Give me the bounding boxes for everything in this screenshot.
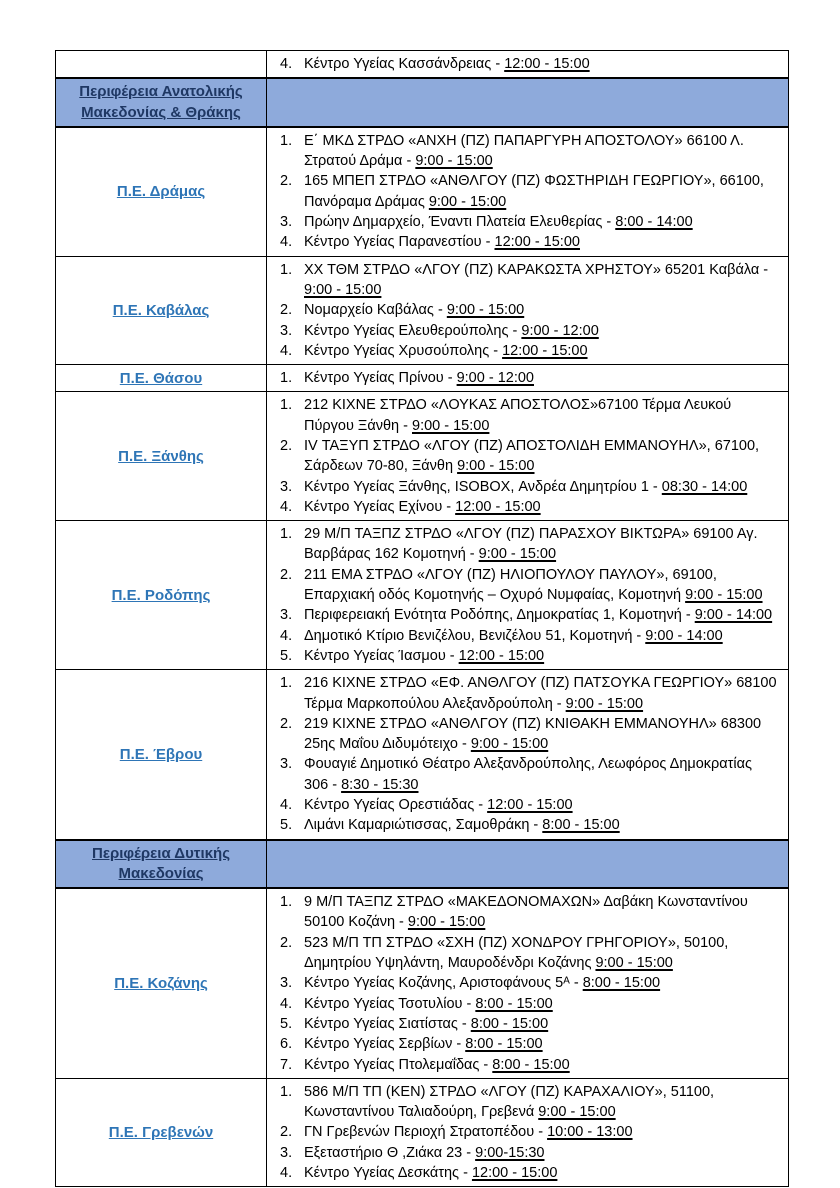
item-time: 8:00 - 15:00: [582, 975, 661, 992]
item-time: 9:00 - 15:00: [304, 281, 382, 298]
items-cell: [267, 256, 789, 364]
item-number: 6.: [280, 1036, 293, 1053]
list-item: 1. Ε΄ ΜΚΔ ΣΤΡΔΟ «ΑΝΧΗ (ΠΖ) ΠΑΠΑΡΓΥΡΗ ΑΠΟΣΤΟΛΟΥ» 66100 Λ. Στρατού Δράμα - 9:00 - 15:00: [280, 132, 744, 170]
item-location: 219 ΚΙΧΝΕ ΣΤΡΔΟ «ΑΝΘΛΓΟΥ (ΠΖ) ΚΝΙΘΑΚΗ ΕΜΜΑΝΟΥΗΛ» 68300 25ης Μαΐου Διδυμότειχο: [304, 715, 762, 753]
item-number: 5.: [280, 647, 293, 664]
region-row: [56, 365, 789, 392]
list-item: 3. Φουαγιέ Δημοτικό Θέατρο Αλεξανδρούπολης, Λεωφόρος Δημοκρατίας 306 - 8:30 - 15:30: [280, 756, 752, 793]
list-item: 5. Κέντρο Υγείας Ίασμου - 12:00 - 15:00: [267, 646, 780, 666]
list-item: 3. Εξεταστήριο Θ ,Ζιάκα 23 - 9:00-15:30: [267, 1143, 780, 1163]
item-time: 9:00 - 15:00: [478, 546, 557, 563]
list-item: [267, 171, 780, 212]
region-cell: [56, 256, 267, 364]
item-time: 12:00 - 15:00: [494, 234, 580, 251]
item-time: 8:00 - 15:00: [492, 1056, 570, 1073]
item-location: Κέντρο Υγείας Ελευθερούπολης: [304, 322, 509, 339]
list-item: 3. Πρώην Δημαρχείο, Έναντι Πλατεία Ελευθερίας - 8:00 - 14:00: [267, 212, 780, 232]
item-time: 8:00 - 15:00: [542, 817, 620, 834]
item-time: 08:30 - 14:00: [661, 478, 748, 495]
list-item: 1. 9 Μ/Π ΤΑΞΠΖ ΣΤΡΔΟ «ΜΑΚΕΔΟΝΟΜΑΧΩΝ» Δαβάκη Κωνσταντίνου 50100 Κοζάνη - 9:00 - 15:00: [280, 894, 748, 931]
item-time: 9:00 - 15:00: [412, 417, 490, 434]
section-header-row: [56, 78, 789, 127]
list-item: 6. Κέντρο Υγείας Σερβίων - 8:00 - 15:00: [267, 1034, 780, 1054]
item-time: 9:00 - 15:00: [538, 1104, 616, 1121]
item-time: 9:00 - 15:00: [457, 458, 535, 475]
item-number: 1.: [280, 526, 293, 543]
item-number: 1.: [280, 261, 293, 278]
item-number: 2.: [280, 438, 293, 454]
region-row: [56, 51, 789, 79]
list-item: 3. Περιφερειακή Ενότητα Ροδόπης, Δημοκρατίας 1, Κομοτηνή - 9:00 - 14:00: [267, 605, 780, 625]
region-cell: [56, 888, 267, 1078]
item-location: Κέντρο Υγείας Χρυσούπολης: [304, 342, 490, 359]
item-number: 2.: [280, 302, 293, 319]
item-number: 3.: [280, 607, 293, 624]
item-number: 4.: [280, 797, 293, 814]
list-item: 1. 29 Μ/Π ΤΑΞΠΖ ΣΤΡΔΟ «ΛΓΟΥ (ΠΖ) ΠΑΡΑΣΧΟΥ ΒΙΚΤΩΡΑ» 69100 Αγ. Βαρβάρας 162 Κομοτηνή - 9:00 - 15:00: [280, 526, 758, 563]
items-cell: [267, 521, 789, 670]
item-location: Λιμάνι Καμαριώτισσας, Σαμοθράκη: [304, 817, 530, 834]
region-row: [56, 521, 789, 670]
item-location: 29 Μ/Π ΤΑΞΠΖ ΣΤΡΔΟ «ΛΓΟΥ (ΠΖ) ΠΑΡΑΣΧΟΥ ΒΙΚΤΩΡΑ» 69100 Αγ. Βαρβάρας 162 Κομοτηνή: [304, 526, 758, 563]
item-time: 9:00 - 12:00: [456, 370, 534, 387]
item-number: 4.: [280, 342, 293, 359]
item-number: 2.: [280, 173, 293, 190]
item-location: Κέντρο Υγείας Πτολεμαΐδας: [304, 1056, 480, 1073]
region-link[interactable]: Π.Ε. Έβρου: [119, 745, 203, 763]
region-row: [56, 888, 789, 1078]
item-number: 3.: [280, 975, 293, 992]
item-location: Κέντρο Υγείας Ξάνθης, ISOBOX, Ανδρέα Δημητρίου 1: [304, 478, 649, 495]
section-title-cell: [56, 840, 267, 889]
item-number: 2.: [280, 566, 293, 583]
item-number: 2.: [280, 934, 293, 951]
item-time: 12:00 - 15:00: [502, 342, 588, 359]
item-time: 9:00 - 15:00: [470, 736, 549, 753]
list-item: [267, 436, 780, 477]
items-cell: [267, 392, 789, 521]
item-location: Κέντρο Υγείας Σιατίστας: [304, 1015, 458, 1032]
region-cell: [56, 1078, 267, 1186]
list-item: 2. Νομαρχείο Καβάλας - 9:00 - 15:00: [267, 300, 780, 320]
item-location: Κέντρο Υγείας Κασσάνδρειας: [304, 56, 492, 72]
list-item: 4. Κέντρο Υγείας Τσοτυλίου - 8:00 - 15:00: [267, 994, 780, 1014]
region-link[interactable]: Π.Ε. Θάσου: [119, 369, 203, 387]
item-number: 2.: [280, 715, 293, 732]
item-number: 1.: [280, 132, 293, 149]
item-number: 4.: [280, 498, 293, 515]
item-time: 8:30 - 15:30: [341, 776, 419, 793]
item-time: 12:00 - 15:00: [458, 647, 545, 664]
items-cell: [267, 51, 789, 79]
list-item: 4. Δημοτικό Κτίριο Βενιζέλου, Βενιζέλου 51, Κομοτηνή - 9:00 - 14:00: [267, 626, 780, 646]
item-location: Κέντρο Υγείας Τσοτυλίου: [304, 995, 463, 1012]
list-item: 4. Κέντρο Υγείας Εχίνου - 12:00 - 15:00: [267, 497, 780, 517]
region-row: [56, 670, 789, 840]
region-link[interactable]: Π.Ε. Ροδόπης: [111, 586, 211, 604]
list-item: 1. Κέντρο Υγείας Πρίνου - 9:00 - 12:00: [267, 368, 780, 388]
item-number: 3.: [280, 214, 293, 231]
list-item: 4. Κέντρο Υγείας Ορεστιάδας - 12:00 - 15:00: [267, 795, 780, 815]
region-row: [56, 1078, 789, 1186]
region-link[interactable]: Π.Ε. Γρεβενών: [108, 1123, 214, 1141]
item-time: 9:00 - 12:00: [521, 322, 599, 339]
item-location: Φουαγιέ Δημοτικό Θέατρο Αλεξανδρούπολης, Λεωφόρος Δημοκρατίας 306: [304, 756, 752, 793]
item-number: 2.: [280, 1124, 293, 1141]
item-location: IV ΤΑΞΥΠ ΣΤΡΔΟ «ΛΓΟΥ (ΠΖ) ΑΠΟΣΤΟΛΙΔΗ ΕΜΜΑΝΟΥΗΛ», 67100, Σάρδεων 70-80, Ξάνθη: [304, 438, 760, 475]
item-number: 4.: [280, 995, 293, 1012]
list-item: 1. 216 ΚΙΧΝΕ ΣΤΡΔΟ «ΕΦ. ΑΝΘΛΓΟΥ (ΠΖ) ΠΑΤΣΟΥΚΑ ΓΕΩΡΓΙΟΥ» 68100 Τέρμα Μαρκοπούλου Αλεξανδρούπολη - 9:00 - 15:00: [280, 675, 777, 712]
item-time: 9:00 - 14:00: [694, 607, 773, 624]
region-row: [56, 256, 789, 364]
item-time: 8:00 - 14:00: [615, 214, 693, 231]
section-title: Περιφέρεια Ανατολικής Μακεδονίας & Θράκης: [79, 83, 243, 121]
list-item: 1. ΧΧ ΤΘΜ ΣΤΡΔΟ «ΛΓΟΥ (ΠΖ) ΚΑΡΑΚΩΣΤΑ ΧΡΗΣΤΟΥ» 65201 Καβάλα - 9:00 - 15:00: [280, 261, 769, 298]
item-number: 3.: [280, 478, 293, 495]
item-location: 586 Μ/Π ΤΠ (ΚΕΝ) ΣΤΡΔΟ «ΛΓΟΥ (ΠΖ) ΚΑΡΑΧΑΛΙΟΥ», 51100, Κωνσταντίνου Ταλιαδούρη, Γρεβενά: [304, 1083, 715, 1121]
section-empty-cell: [267, 78, 789, 127]
item-location: Πρώην Δημαρχείο, Έναντι Πλατεία Ελευθερίας: [304, 214, 603, 231]
item-location: Δημοτικό Κτίριο Βενιζέλου, Βενιζέλου 51, Κομοτηνή: [304, 627, 633, 644]
list-item: 4. Κέντρο Υγείας Κασσάνδρειας - 12:00 - 15:00: [267, 54, 780, 74]
list-item: 2. ΓΝ Γρεβενών Περιοχή Στρατοπέδου - 10:00 - 13:00: [267, 1122, 780, 1142]
item-location: 9 Μ/Π ΤΑΞΠΖ ΣΤΡΔΟ «ΜΑΚΕΔΟΝΟΜΑΧΩΝ» Δαβάκη Κωνσταντίνου 50100 Κοζάνη: [304, 894, 748, 931]
item-location: Κέντρο Υγείας Σερβίων: [304, 1036, 453, 1053]
item-time: 9:00-15:30: [475, 1144, 545, 1161]
item-location: ΓΝ Γρεβενών Περιοχή Στρατοπέδου: [304, 1124, 535, 1141]
item-time: 8:00 - 15:00: [470, 1015, 549, 1032]
item-location: 212 ΚΙΧΝΕ ΣΤΡΔΟ «ΛΟΥΚΑΣ ΑΠΟΣΤΟΛΟΣ»67100 Τέρμα Λευκού Πύργου Ξάνθη: [304, 397, 732, 434]
item-location: Εξεταστήριο Θ ,Ζιάκα 23: [304, 1144, 463, 1161]
item-location: Κέντρο Υγείας Ίασμου: [304, 647, 446, 664]
section-title-cell: [56, 78, 267, 127]
item-location: Ε΄ ΜΚΔ ΣΤΡΔΟ «ΑΝΧΗ (ΠΖ) ΠΑΠΑΡΓΥΡΗ ΑΠΟΣΤΟΛΟΥ» 66100 Λ. Στρατού Δράμα: [304, 132, 744, 170]
item-location: Κέντρο Υγείας Δεσκάτης: [304, 1165, 460, 1182]
region-cell: [56, 127, 267, 256]
list-item: 3. Κέντρο Υγείας Ελευθερούπολης - 9:00 - 12:00: [267, 321, 780, 341]
region-row: [56, 127, 789, 256]
item-number: 1.: [280, 675, 293, 692]
item-number: 3.: [280, 756, 293, 773]
list-item: 3. Κέντρο Υγείας Κοζάνης, Αριστοφάνους 5ᴬ - 8:00 - 15:00: [267, 973, 780, 993]
list-item: [267, 1082, 780, 1123]
item-time: 9:00 - 15:00: [407, 914, 486, 931]
region-cell: [56, 670, 267, 840]
item-time: 12:00 - 15:00: [471, 1165, 558, 1182]
vaccination-centers-table: [55, 50, 789, 1187]
item-location: 211 ΕΜΑ ΣΤΡΔΟ «ΛΓΟΥ (ΠΖ) ΗΛΙΟΠΟΥΛΟΥ ΠΑΥΛΟΥ», 69100, Επαρχιακή οδός Κομοτηνής – Οχυρό Νυμφαίας, Κομοτηνή: [304, 566, 717, 604]
list-item: [267, 933, 780, 974]
item-location: 523 Μ/Π ΤΠ ΣΤΡΔΟ «ΣΧΗ (ΠΖ) ΧΟΝΔΡΟΥ ΓΡΗΓΟΡΙΟΥ», 50100, Δημητρίου Υψηλάντη, Μαυροδένδρι Κοζάνης: [304, 934, 729, 972]
item-location: Κέντρο Υγείας Κοζάνης, Αριστοφάνους 5ᴬ: [304, 975, 570, 992]
item-time: 9:00 - 15:00: [428, 193, 507, 210]
item-time: 9:00 - 15:00: [415, 153, 493, 170]
list-item: 1. 212 ΚΙΧΝΕ ΣΤΡΔΟ «ΛΟΥΚΑΣ ΑΠΟΣΤΟΛΟΣ»67100 Τέρμα Λευκού Πύργου Ξάνθη - 9:00 - 15:00: [280, 397, 732, 434]
list-item: 3. Κέντρο Υγείας Ξάνθης, ISOBOX, Ανδρέα Δημητρίου 1 - 08:30 - 14:00: [267, 477, 780, 497]
items-cell: [267, 888, 789, 1078]
item-time: 8:00 - 15:00: [465, 1036, 543, 1053]
item-number: 1.: [280, 370, 293, 387]
item-number: 7.: [280, 1056, 293, 1073]
item-number: 4.: [280, 627, 293, 644]
list-item: 4. Κέντρο Υγείας Χρυσούπολης - 12:00 - 15:00: [267, 341, 780, 361]
item-location: Κέντρο Υγείας Ορεστιάδας: [304, 797, 475, 814]
item-number: 1.: [280, 1083, 293, 1100]
items-cell: [267, 670, 789, 840]
list-item: 5. Κέντρο Υγείας Σιατίστας - 8:00 - 15:00: [267, 1014, 780, 1034]
item-time: 8:00 - 15:00: [475, 995, 553, 1012]
item-time: 9:00 - 14:00: [645, 627, 723, 644]
item-time: 9:00 - 15:00: [446, 302, 525, 319]
section-empty-cell: [267, 840, 789, 889]
region-link[interactable]: Π.Ε. Δράμας: [116, 183, 206, 201]
items-cell: [267, 365, 789, 392]
region-link[interactable]: Π.Ε. Καβάλας: [112, 301, 210, 319]
section-header-row: [56, 840, 789, 889]
items-cell: [267, 127, 789, 256]
item-location: 165 ΜΠΕΠ ΣΤΡΔΟ «ΑΝΘΛΓΟΥ (ΠΖ) ΦΩΣΤΗΡΙΔΗ ΓΕΩΡΓΙΟΥ», 66100, Πανόραμα Δράμας: [304, 173, 764, 210]
item-location: ΧΧ ΤΘΜ ΣΤΡΔΟ «ΛΓΟΥ (ΠΖ) ΚΑΡΑΚΩΣΤΑ ΧΡΗΣΤΟΥ» 65201 Καβάλα: [304, 261, 760, 278]
item-location: Περιφερειακή Ενότητα Ροδόπης, Δημοκρατίας 1, Κομοτηνή: [304, 607, 682, 624]
item-time: 9:00 - 15:00: [685, 587, 763, 604]
region-cell: [56, 365, 267, 392]
item-location: Κέντρο Υγείας Παρανεστίου: [304, 234, 482, 251]
list-item: 7. Κέντρο Υγείας Πτολεμαΐδας - 8:00 - 15:00: [267, 1055, 780, 1075]
list-item: 2. 219 ΚΙΧΝΕ ΣΤΡΔΟ «ΑΝΘΛΓΟΥ (ΠΖ) ΚΝΙΘΑΚΗ ΕΜΜΑΝΟΥΗΛ» 68300 25ης Μαΐου Διδυμότειχο - 9:00 - 15:00: [280, 715, 762, 753]
item-time: 9:00 - 15:00: [595, 955, 673, 972]
region-row: [56, 392, 789, 521]
list-item: 5. Λιμάνι Καμαριώτισσας, Σαμοθράκη - 8:00 - 15:00: [267, 815, 780, 835]
item-location: Νομαρχείο Καβάλας: [304, 302, 434, 319]
item-number: 4.: [280, 1165, 293, 1182]
region-cell: [56, 51, 267, 79]
item-number: 4.: [280, 56, 293, 72]
list-item: [267, 565, 780, 606]
region-link[interactable]: Π.Ε. Ξάνθης: [118, 447, 204, 465]
region-cell: [56, 392, 267, 521]
list-item: 4. Κέντρο Υγείας Παρανεστίου - 12:00 - 15:00: [267, 232, 780, 252]
region-cell: [56, 521, 267, 670]
section-title: Περιφέρεια Δυτικής Μακεδονίας: [92, 844, 230, 882]
items-cell: [267, 1078, 789, 1186]
item-number: 1.: [280, 894, 293, 911]
item-time: 12:00 - 15:00: [504, 56, 590, 72]
item-time: 10:00 - 13:00: [547, 1124, 633, 1141]
item-number: 5.: [280, 1015, 293, 1032]
item-time: 12:00 - 15:00: [455, 498, 541, 515]
item-time: 9:00 - 15:00: [565, 695, 644, 712]
region-link[interactable]: Π.Ε. Κοζάνης: [114, 974, 208, 992]
item-number: 3.: [280, 322, 293, 339]
item-location: Κέντρο Υγείας Πρίνου: [304, 370, 444, 387]
item-location: Κέντρο Υγείας Εχίνου: [304, 498, 443, 515]
item-number: 1.: [280, 397, 293, 414]
item-time: 12:00 - 15:00: [487, 797, 573, 814]
item-location: 216 ΚΙΧΝΕ ΣΤΡΔΟ «ΕΦ. ΑΝΘΛΓΟΥ (ΠΖ) ΠΑΤΣΟΥΚΑ ΓΕΩΡΓΙΟΥ» 68100 Τέρμα Μαρκοπούλου Αλεξανδρούπολη: [304, 675, 777, 712]
list-item: 4. Κέντρο Υγείας Δεσκάτης - 12:00 - 15:00: [267, 1163, 780, 1183]
item-number: 4.: [280, 234, 293, 251]
item-number: 5.: [280, 817, 293, 834]
item-number: 3.: [280, 1144, 293, 1161]
